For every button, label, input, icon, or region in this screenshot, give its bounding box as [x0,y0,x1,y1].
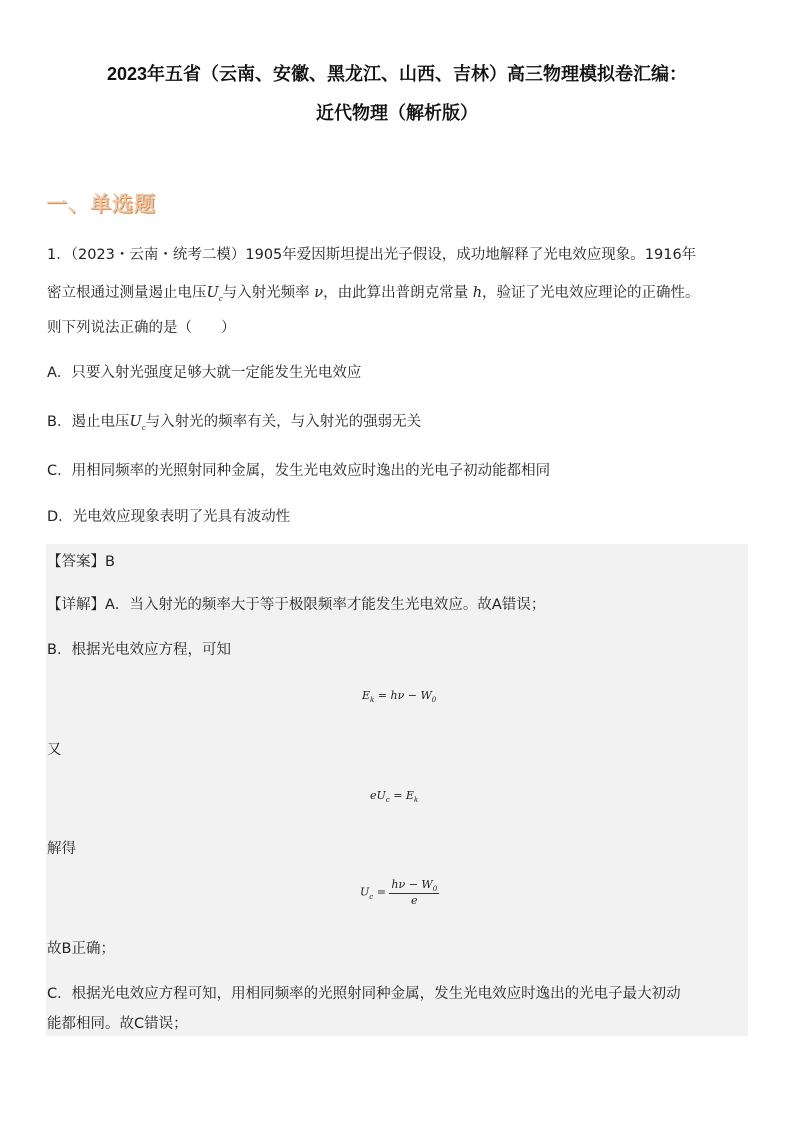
question-stem-line3: 则下列说法正确的是（ ） [47,320,236,336]
question-text: 密立根通过测量遏止电压 [47,285,207,301]
question-text: ，验证了光电效应理论的正确性。 [482,285,700,301]
answer-line: 【答案】B [47,554,115,570]
formula-photoelectric-equation: $E_k = h\nu - W_0$ [362,689,437,705]
fraction: $\frac{h\nu - W_0}{e}$ [391,878,438,908]
symbol-h: h [472,285,483,301]
option-c: C．用相同频率的光照射同种金属，发生光电效应时逸出的光电子初动能都相同 [47,463,551,479]
option-a: A．只要入射光强度足够大就一定能发生光电效应 [47,365,362,381]
text-you: 又 [47,742,62,758]
symbol-uc: $U_c$ [206,285,223,303]
formula-solution: $U_c$ = $\frac{h\nu - W_0}{e}$ [360,878,438,908]
symbol-uc: $U_c$ [129,414,146,432]
text-b-correct: 故B正确； [47,941,115,957]
symbol-nu: ν [314,285,324,301]
detail-c-line1: C．根据光电效应方程可知，用相同频率的光照射同种金属，发生光电效应时逸出的光电子最大初动 [47,986,681,1002]
detail-a: 【详解】A．当入射光的频率大于等于极限频率才能发生光电效应。故A错误； [47,597,546,613]
detail-b: B．根据光电效应方程，可知 [47,642,231,658]
section-heading: 一、单选题 [46,192,156,216]
document-title-line1: 2023年五省（云南、安徽、黑龙江、山西、吉林）高三物理模拟卷汇编： [106,64,688,84]
option-d: D．光电效应现象表明了光具有波动性 [47,509,291,525]
question-stem-line2 [47,281,700,303]
question-text: 与入射光频率 [222,285,310,301]
question-text: ，由此算出普朗克常量 [323,285,469,301]
text-jiede: 解得 [47,841,76,857]
detail-c-line2: 能都相同。故C错误； [47,1016,188,1032]
formula-stopping-voltage: $eU_c = E_k$ [370,789,419,805]
option-b: B．遏止电压$U_c$与入射光的频率有关，与入射光的强弱无关 [47,414,422,432]
document-title-line2: 近代物理（解析版） [316,103,478,123]
question-stem-line1: 1．（2023・云南・统考二模）1905年爱因斯坦提出光子假设，成功地解释了光电效应现象。1916年 [47,247,697,263]
